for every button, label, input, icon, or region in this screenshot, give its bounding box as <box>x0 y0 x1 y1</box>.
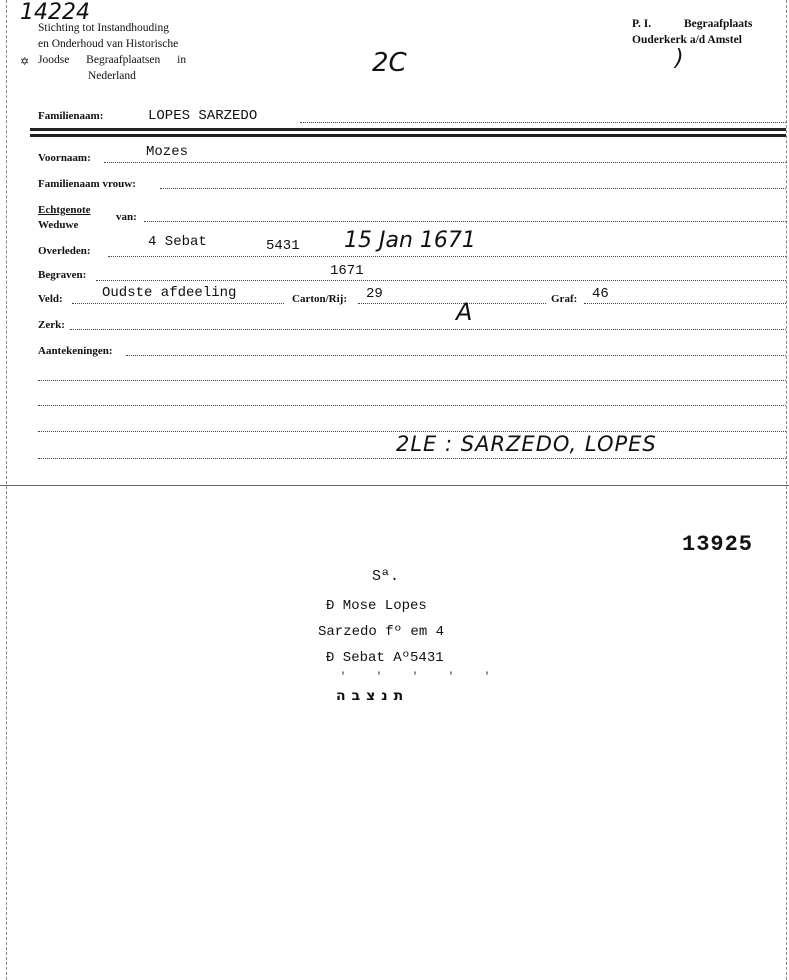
overleden-label: Overleden: <box>38 245 91 257</box>
voornaam-line <box>104 162 786 163</box>
carton-line <box>358 303 546 304</box>
carton-value: 29 <box>366 286 383 302</box>
rule-thick-2 <box>30 134 786 137</box>
van-line <box>144 221 786 222</box>
familienaam-value: LOPES SARZEDO <box>148 108 258 124</box>
handwritten-note: 2LE : SARZEDO, LOPES <box>396 432 657 456</box>
voornaam-value: Mozes <box>146 144 189 160</box>
graf-line <box>584 303 786 304</box>
begraven-line <box>96 280 786 281</box>
carton-label: Carton/Rij: <box>292 293 347 305</box>
cemetery-code: P. I. <box>632 18 652 30</box>
overleden-handwritten-date: 15 Jan 1671 <box>344 228 476 253</box>
transcription-line-2: Sarzedo fº em 4 <box>318 624 445 640</box>
familienaam-label: Familienaam: <box>38 110 104 122</box>
aantekeningen-line-5 <box>38 458 786 459</box>
carton-handwritten-letter: A <box>456 298 473 326</box>
van-label: van: <box>116 211 137 223</box>
echtgenote-label: Echtgenote <box>38 204 91 216</box>
transcription-line-3: Ð Sebat Aº5431 <box>326 650 444 666</box>
familienaam-vrouw-label: Familienaam vrouw: <box>38 178 136 190</box>
handwritten-mark: 2C <box>372 48 407 78</box>
archive-number: 13925 <box>682 532 754 557</box>
transcription-line-1: Ð Mose Lopes <box>326 598 427 614</box>
organization-name <box>38 20 186 84</box>
transcription-dots: ' ' ' ' ' <box>340 672 503 683</box>
veld-value: Oudste afdeeling <box>102 285 237 301</box>
aantekeningen-line-2 <box>38 380 786 381</box>
veld-line <box>72 303 284 304</box>
org-line-1: Stichting tot Instandhouding <box>38 22 169 34</box>
transcription-sa: Sª. <box>372 568 400 585</box>
aantekeningen-line-1 <box>126 355 786 356</box>
begraven-value: 1671 <box>330 263 364 279</box>
weduwe-label: Weduwe <box>38 219 79 231</box>
zerk-label: Zerk: <box>38 319 65 331</box>
cemetery-location: Ouderkerk a/d Amstel <box>632 34 742 46</box>
hebrew-abbreviation: תנצבה <box>336 688 410 704</box>
org-line-2: en Onderhoud van Historische <box>38 38 179 50</box>
begraven-label: Begraven: <box>38 269 87 281</box>
card-left-border <box>6 0 7 980</box>
aantekeningen-label: Aantekeningen: <box>38 345 113 357</box>
card-bottom-border <box>0 485 789 486</box>
familienaam-vrouw-line <box>160 188 786 189</box>
overleden-line <box>108 256 786 257</box>
overleden-year: 5431 <box>266 238 300 254</box>
org-line-4: Nederland <box>88 70 136 82</box>
graf-value: 46 <box>592 286 609 302</box>
handwritten-record-number: 14224 <box>20 0 90 25</box>
voornaam-label: Voornaam: <box>38 152 91 164</box>
zerk-line <box>70 329 786 330</box>
handwritten-bracket: ) <box>675 46 684 71</box>
familienaam-line <box>300 122 786 123</box>
star-of-david-icon: ✡ <box>20 56 30 68</box>
card-right-border <box>786 0 787 980</box>
org-line-3: Joodse Begraafplaatsen in <box>38 54 187 66</box>
cemetery-type: Begraafplaats <box>684 18 753 30</box>
graf-label: Graf: <box>551 293 578 305</box>
veld-label: Veld: <box>38 293 63 305</box>
rule-thick-1 <box>30 128 786 131</box>
aantekeningen-line-3 <box>38 405 786 406</box>
overleden-hebrew-date: 4 Sebat <box>148 234 207 250</box>
